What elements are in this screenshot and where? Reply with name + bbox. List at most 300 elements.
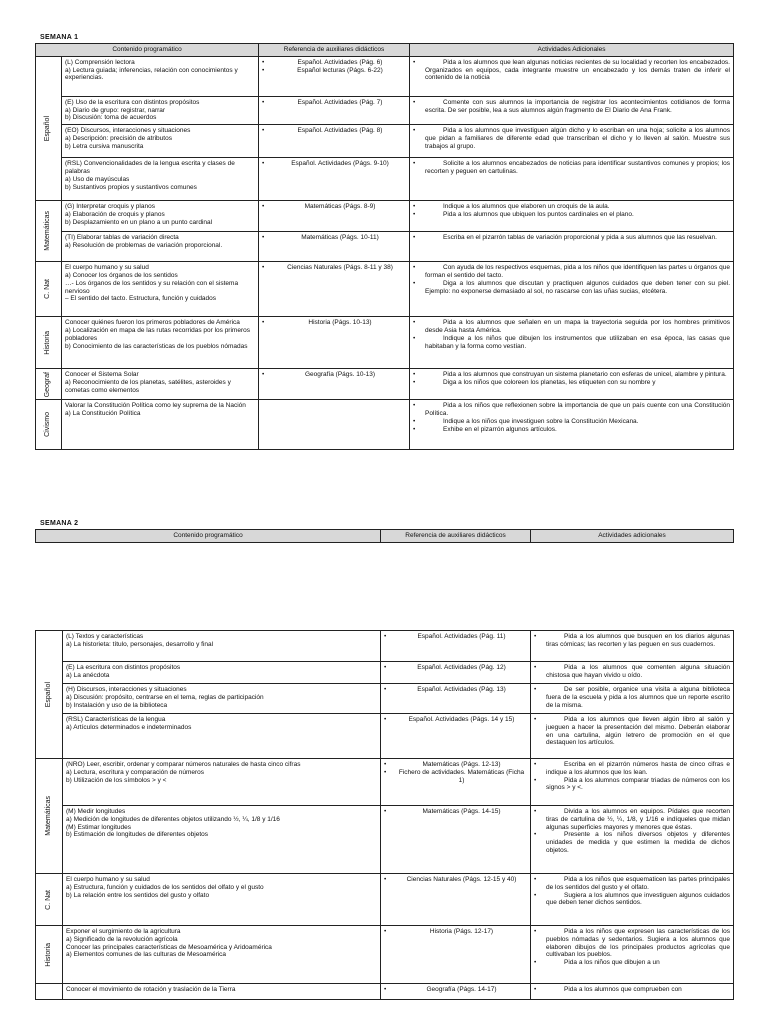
- content-line: a) Uso de mayúsculas: [65, 175, 130, 183]
- table-row: [36, 56, 734, 96]
- bullet-icon: •: [413, 58, 416, 66]
- subject-cell: [36, 631, 63, 759]
- content-line: (RSL) Características de la lengua: [66, 716, 166, 723]
- content-cell: [62, 400, 259, 450]
- table-row: [36, 400, 734, 450]
- week1-table: [35, 43, 734, 450]
- bullet-icon: •: [413, 203, 416, 211]
- activities-cell: [531, 631, 734, 662]
- reference-text: Español. Actividades (Pág. 11): [417, 633, 506, 640]
- bullet-icon: •: [534, 664, 537, 671]
- activity-item: [534, 928, 730, 959]
- content-cell: [63, 759, 381, 806]
- content-line: (E) Uso de la escritura con distintos propósitos: [65, 98, 200, 106]
- bullet-icon: •: [384, 664, 387, 671]
- subject-cell: [36, 201, 62, 262]
- activity-item: [534, 831, 730, 854]
- bullet-icon: •: [384, 761, 387, 768]
- content-line: a) Lectura, escritura y comparación de números: [66, 768, 205, 776]
- reference-cell: [259, 232, 410, 262]
- reference-cell: [259, 125, 410, 158]
- week1-header-content: Contenido programático: [36, 44, 259, 57]
- activity-text: Pida a los alumnos que investiguen algún dicho y lo escriban en una hoja; solicite a los alumnos que pidan a familiares de diferente edad que transcriban el dicho y lo lleven al salón. Muestre sus trabajos al grupo.: [425, 127, 730, 150]
- week2-table: [35, 630, 734, 1000]
- reference-item: [262, 319, 406, 327]
- bullet-icon: •: [384, 768, 387, 776]
- activities-cell: [410, 125, 734, 158]
- content-cell: [62, 125, 259, 158]
- subject-cell: [36, 984, 63, 1000]
- reference-cell: [381, 631, 531, 662]
- activity-item: [413, 264, 730, 280]
- bullet-icon: •: [534, 891, 537, 899]
- activity-text: Pida a los alumnos que señalen en un mapa la trayectoria seguida por los hombres primitivos desde Asia hasta América.: [425, 319, 730, 334]
- reference-text: Español. Actividades (Págs. 9-10): [291, 160, 389, 168]
- bullet-icon: •: [534, 928, 537, 935]
- content-line: a) La anécdota: [66, 671, 110, 679]
- activities-cell: [410, 262, 734, 317]
- activity-item: [413, 371, 730, 379]
- activity-text: Indique a los alumnos que elaboren un croquis de la aula.: [443, 203, 610, 211]
- activity-item: [534, 959, 730, 967]
- content-cell: [62, 96, 259, 124]
- reference-text: Ciencias Naturales (Págs. 12-15 y 40): [406, 876, 517, 883]
- reference-text: Matemáticas (Págs. 10-11): [301, 234, 379, 242]
- table-row: [36, 806, 734, 874]
- content-line: Conocer quiénes fueron los primeros pobladores de América: [65, 319, 240, 327]
- activity-item: [413, 203, 730, 211]
- activity-item: [413, 99, 730, 115]
- activity-item: [413, 379, 730, 387]
- reference-item: [384, 769, 527, 785]
- activity-item: [413, 426, 730, 434]
- subject-label: Historia: [44, 330, 52, 355]
- content-line: b) Instalación y uso de la biblioteca: [66, 701, 168, 709]
- bullet-icon: •: [534, 876, 537, 883]
- content-line: (L) Comprensión lectora: [65, 58, 135, 66]
- content-cell: [62, 201, 259, 232]
- content-line: a) Descripción: precisión de atributos: [65, 134, 172, 142]
- reference-item: [384, 633, 527, 641]
- activity-text: Con ayuda de los respectivos esquemas, pida a los niños que identifiquen las partes u órganos que forman el sentido del tacto.: [425, 264, 730, 279]
- content-line: b) Desplazamiento en un plano a un punto cardinal: [65, 218, 213, 226]
- activities-cell: [410, 201, 734, 232]
- bullet-icon: •: [413, 160, 416, 168]
- reference-text: Matemáticas (Págs. 8-9): [304, 203, 376, 211]
- activity-text: Exhibe en el pizarrón algunos artículos.: [443, 425, 557, 433]
- activity-text: Pida a los alumnos que comenten alguna situación chistosa que hayan vivido u oído.: [546, 664, 730, 679]
- bullet-icon: •: [413, 127, 416, 135]
- subject-cell: [36, 759, 63, 874]
- activity-text: Pida a los niños que esquematicen las partes principales de los sentidos del gusto y el olfato.: [546, 876, 730, 891]
- subject-label: Historia: [44, 942, 52, 967]
- table-row: [36, 262, 734, 317]
- content-line: – El sentido del tacto. Estructura, función y cuidados: [65, 295, 217, 303]
- reference-cell: [381, 926, 531, 984]
- bullet-icon: •: [262, 98, 265, 106]
- reference-cell: [259, 96, 410, 124]
- reference-item: [262, 234, 406, 242]
- content-line: b) Letra cursiva manuscrita: [65, 142, 144, 150]
- activities-cell: [410, 369, 734, 400]
- reference-cell: [381, 874, 531, 926]
- bullet-icon: •: [534, 761, 537, 768]
- content-line: b) Sustantivos propios y sustantivos comunes: [65, 183, 197, 191]
- content-line: Conocer el movimiento de rotación y traslación de la Tierra: [66, 986, 236, 993]
- content-cell: [63, 874, 381, 926]
- bullet-icon: •: [413, 378, 416, 386]
- reference-item: [384, 664, 527, 672]
- activity-item: [413, 127, 730, 150]
- activities-cell: [410, 56, 734, 96]
- content-line: a) Lectura guiada; inferencias, relación con conocimientos y experiencias.: [65, 66, 238, 82]
- reference-cell: [259, 317, 410, 369]
- bullet-icon: •: [384, 808, 387, 815]
- activity-item: [534, 986, 730, 994]
- content-line: b) Discusión: toma de acuerdos: [65, 114, 157, 122]
- content-line: El cuerpo humano y su salud: [66, 876, 150, 883]
- week1-header-activities: Actividades Adicionales: [410, 44, 734, 57]
- activity-text: Pida a los alumnos que comprueben con: [564, 986, 682, 993]
- content-line: a) Conocer los órganos de los sentidos: [65, 271, 178, 279]
- reference-text: Español. Actividades (Pág. 13): [417, 686, 506, 693]
- content-line: a) Elaboración de croquis y planos: [65, 210, 165, 218]
- reference-cell: [381, 984, 531, 1000]
- activities-cell: [410, 158, 734, 201]
- bullet-icon: •: [413, 371, 416, 379]
- table-row: [36, 96, 734, 124]
- content-line: a) Significado de la revolución agrícola: [66, 935, 178, 943]
- table-row: [36, 125, 734, 158]
- content-line: (H) Discursos, interacciones y situaciones: [66, 686, 187, 693]
- activity-item: [413, 418, 730, 426]
- activity-item: [534, 892, 730, 908]
- bullet-icon: •: [262, 371, 265, 379]
- week1-header-row: [36, 44, 734, 57]
- activity-text: Diga a los alumnos que discutan y practiquen algunos cuidados que deben tener con su piel. Ejemplo: no exponerse demasiado al sol, no rascarse con las uñas sucias, etcétera.: [425, 279, 730, 295]
- content-line: (L) Textos y características: [66, 633, 144, 640]
- content-cell: [62, 317, 259, 369]
- activity-item: [534, 716, 730, 747]
- subject-cell: [36, 317, 62, 369]
- reference-item: [384, 686, 527, 694]
- subject-label: Geograf: [44, 371, 52, 397]
- reference-text: Geografía (Págs. 14-17): [426, 986, 497, 993]
- activity-text: Pida a los alumnos que ubiquen los puntos cardinales en el plano.: [443, 210, 634, 218]
- activity-text: Indique a los niños que investiguen sobre la Constitución Mexicana.: [443, 417, 639, 425]
- reference-cell: [381, 662, 531, 684]
- bullet-icon: •: [413, 402, 416, 410]
- reference-text: Español. Actividades (Pág. 8): [297, 127, 383, 135]
- content-cell: [62, 369, 259, 400]
- subject-label: C. Nat: [44, 279, 52, 300]
- bullet-icon: •: [262, 160, 265, 168]
- content-line: a) Artículos determinados e indeterminados: [66, 723, 192, 731]
- week1-label: SEMANA 1: [40, 34, 79, 41]
- activities-cell: [531, 926, 734, 984]
- content-line: a) Elementos comunes de las culturas de Mesoamérica: [66, 951, 227, 959]
- reference-item: [262, 99, 406, 107]
- content-line: (M) Medir longitudes: [66, 808, 126, 815]
- subject-label: C. Nat: [44, 889, 52, 910]
- activity-text: Diga a los niños que coloreen los planetas, les etiqueten con su nombre y: [443, 378, 656, 386]
- table-row: [36, 714, 734, 759]
- content-cell: [63, 926, 381, 984]
- content-line: El cuerpo humano y su salud: [65, 264, 149, 272]
- content-cell: [63, 806, 381, 874]
- subject-cell: [36, 926, 63, 984]
- activity-item: [413, 234, 730, 242]
- bullet-icon: •: [384, 986, 387, 993]
- activity-item: [534, 777, 730, 793]
- bullet-icon: •: [413, 98, 416, 106]
- activity-item: [534, 761, 730, 777]
- activity-text: Presente a los niños diversos objetos y diferentes unidades de medida y que estimen la medida de dichos objetos.: [546, 831, 730, 854]
- activity-item: [534, 686, 730, 709]
- bullet-icon: •: [534, 776, 537, 784]
- bullet-icon: •: [262, 264, 265, 272]
- reference-text: Ciencias Naturales (Págs. 8-11 y 38): [287, 264, 393, 272]
- bullet-icon: •: [413, 425, 416, 433]
- activities-cell: [531, 714, 734, 759]
- activity-item: [413, 59, 730, 82]
- reference-text: Matemáticas (Págs. 12-13): [422, 761, 501, 768]
- table-row: [36, 158, 734, 201]
- reference-text: Historia (Págs. 12-17): [429, 928, 494, 935]
- activities-cell: [531, 662, 734, 684]
- content-line: Valorar la Constitución Política como ley suprema de la Nación: [65, 402, 246, 410]
- content-line: b) Utilización de los símbolos > y <: [66, 776, 167, 784]
- subject-label: Español: [44, 115, 52, 142]
- content-cell: [62, 232, 259, 262]
- content-line: b) Conocimiento de las características de los pueblos nómadas: [65, 342, 248, 350]
- table-row: [36, 874, 734, 926]
- reference-cell: [259, 56, 410, 96]
- bullet-icon: •: [534, 831, 537, 839]
- subject-label: Matemáticas: [44, 211, 52, 252]
- reference-cell: [259, 369, 410, 400]
- activities-cell: [531, 759, 734, 806]
- bullet-icon: •: [534, 716, 537, 723]
- reference-cell: [381, 714, 531, 759]
- activity-text: Escriba en el pizarrón tablas de variación proporcional y pida a sus alumnos que las resuelvan.: [443, 234, 717, 242]
- reference-cell: [381, 759, 531, 806]
- table-row: [36, 201, 734, 232]
- content-cell: [62, 158, 259, 201]
- reference-cell: [259, 262, 410, 317]
- reference-cell: [259, 400, 410, 450]
- activity-text: Pida a los alumnos que busquen en los diarios algunas tiras cómicas; las recorten y las peguen en sus cuadernos.: [546, 633, 730, 648]
- reference-item: [384, 928, 527, 936]
- bullet-icon: •: [413, 334, 416, 342]
- subject-cell: [36, 369, 62, 400]
- bullet-icon: •: [384, 928, 387, 935]
- subject-label: Español: [44, 681, 52, 708]
- reference-cell: [259, 201, 410, 232]
- activity-text: Pida a los niños que expresen las características de los pueblos nómadas y sedentarios. Sugiera a los alumnos que elaboren dibujos de los principales productos agrícolas que cultivaban los pueblos.: [546, 928, 730, 959]
- reference-cell: [381, 684, 531, 714]
- activities-cell: [531, 874, 734, 926]
- bullet-icon: •: [262, 319, 265, 327]
- content-cell: [63, 684, 381, 714]
- subject-cell: [36, 400, 62, 450]
- subject-cell: [36, 56, 62, 200]
- content-line: Exponer el surgimiento de la agricultura: [66, 928, 181, 935]
- reference-text: Fichero de actividades. Matemáticas (Ficha 1): [398, 768, 525, 784]
- content-line: a) Medición de longitudes de diferentes objetos utilizando ½, ¼, 1/8 y 1/16: [66, 815, 280, 823]
- week2-header-activities: Actividades adicionales: [531, 530, 734, 543]
- activity-item: [413, 335, 730, 351]
- reference-cell: [381, 806, 531, 874]
- table-row: [36, 662, 734, 684]
- bullet-icon: •: [384, 876, 387, 883]
- content-cell: [63, 984, 381, 1000]
- content-line: Conocer las principales características de Mesoamérica y Aridoamérica: [66, 943, 272, 951]
- table-row: [36, 631, 734, 662]
- table-row: [36, 759, 734, 806]
- activities-cell: [531, 806, 734, 874]
- bullet-icon: •: [262, 127, 265, 135]
- bullet-icon: •: [262, 58, 265, 66]
- bullet-icon: •: [534, 808, 537, 815]
- activities-cell: [410, 317, 734, 369]
- reference-item: [384, 716, 527, 724]
- content-line: (E) La escritura con distintos propósitos: [66, 664, 181, 671]
- table-row: [36, 926, 734, 984]
- reference-item: [384, 761, 527, 769]
- reference-item: [384, 876, 527, 884]
- activity-item: [413, 211, 730, 219]
- content-cell: [63, 714, 381, 759]
- content-line: a) Discusión: propósito, centrarse en el tema, reglas de participación: [66, 693, 264, 701]
- activity-text: Divida a los alumnos en equipos. Pídales que recorten tiras de cartulina de ½, ¼, 1/8, y 1/16 e indíqueles que midan algunas superficies mayores y menores que éstas.: [546, 808, 730, 831]
- activity-item: [413, 280, 730, 296]
- week2-label: SEMANA 2: [40, 520, 79, 527]
- activity-item: [534, 808, 730, 831]
- table-row: [36, 984, 734, 1000]
- bullet-icon: •: [384, 633, 387, 640]
- week2-header-table: [35, 529, 734, 543]
- reference-text: Español. Actividades (Pág. 7): [297, 98, 383, 106]
- activity-text: Solicite a los alumnos encabezados de noticias para identificar sustantivos comunes y propios; los recorten y peguen en cartulinas.: [425, 160, 730, 175]
- subject-cell: [36, 262, 62, 317]
- content-cell: [63, 631, 381, 662]
- activities-cell: [410, 232, 734, 262]
- bullet-icon: •: [262, 203, 265, 211]
- subject-label: Matemáticas: [44, 796, 52, 836]
- content-line: b) Estimación de longitudes de diferentes objetos: [66, 831, 209, 839]
- bullet-icon: •: [413, 210, 416, 218]
- activity-item: [534, 876, 730, 892]
- week2-header-ref: Referencia de auxiliares didácticos: [381, 530, 531, 543]
- reference-text: Matemáticas (Págs. 14-15): [422, 808, 501, 815]
- activity-text: Pida a los alumnos que lleven algún libro al salón y jueguen a hacer la presentación del mismo. Deberán elaborar en una cartulina, algún letrero de promoción en el que destaquen los artículos.: [546, 716, 730, 747]
- week2-header-content: Contenido programático: [36, 530, 381, 543]
- activity-item: [534, 633, 730, 649]
- reference-text: Historia (Págs. 10-13): [308, 319, 372, 327]
- week1-header-ref: Referencia de auxiliares didácticos: [259, 44, 410, 57]
- bullet-icon: •: [534, 686, 537, 693]
- reference-text: Español lecturas (Págs. 6-22): [297, 66, 383, 74]
- content-line: Conocer el Sistema Solar: [65, 371, 139, 379]
- reference-text: Español. Actividades (Pág. 6): [297, 58, 383, 66]
- content-line: (NRO) Leer, escribir, ordenar y comparar números naturales de hasta cinco cifras: [66, 761, 301, 768]
- bullet-icon: •: [534, 633, 537, 640]
- activity-text: De ser posible, organice una visita a alguna biblioteca fuera de la escuela y pida a los alumnos que un reporte escrito de la misma.: [546, 686, 730, 709]
- table-row: [36, 232, 734, 262]
- content-line: (RSL) Convencionalidades de la lengua escrita y clases de palabras: [65, 160, 235, 175]
- content-line: (M) Estimar longitudes: [66, 823, 132, 831]
- reference-item: [384, 986, 527, 994]
- reference-item: [262, 67, 406, 75]
- reference-item: [384, 808, 527, 816]
- content-cell: [63, 662, 381, 684]
- content-line: a) La Constitución Política: [65, 409, 141, 417]
- bullet-icon: •: [413, 279, 416, 287]
- content-line: a) Localización en mapa de las rutas recorridas por los primeros pobladores: [65, 326, 250, 342]
- reference-text: Geografía (Págs. 10-13): [304, 371, 376, 379]
- content-line: a) Resolución de problemas de variación proporcional.: [65, 241, 223, 249]
- activity-text: Escriba en el pizarrón números hasta de cinco cifras e indique a los alumnos que los lean.: [546, 761, 730, 776]
- activities-cell: [531, 984, 734, 1000]
- table-row: [36, 317, 734, 369]
- content-cell: [62, 262, 259, 317]
- reference-item: [262, 371, 406, 379]
- bullet-icon: •: [413, 417, 416, 425]
- subject-label: Civismo: [44, 412, 52, 438]
- activity-item: [413, 160, 730, 176]
- activities-cell: [410, 400, 734, 450]
- activities-cell: [410, 96, 734, 124]
- bullet-icon: •: [413, 319, 416, 327]
- reference-text: Español. Actividades (Págs. 14 y 15): [408, 716, 515, 723]
- bullet-icon: •: [384, 716, 387, 723]
- bullet-icon: •: [384, 686, 387, 693]
- activity-item: [413, 319, 730, 335]
- bullet-icon: •: [262, 66, 265, 74]
- activity-item: [534, 664, 730, 680]
- activity-text: Pida a los alumnos que construyan un sistema planetario con esferas de unicel, alambre y pintura.: [443, 371, 727, 379]
- bullet-icon: •: [534, 959, 537, 967]
- activity-text: Indique a los niños que dibujen los instrumentos que utilizaban en esa época, las casas que habitaban y la forma como vestían.: [425, 334, 730, 350]
- reference-text: Español. Actividades (Pág. 12): [417, 664, 506, 671]
- reference-item: [262, 160, 406, 168]
- activity-text: Comente con sus alumnos la importancia de registrar los acontecimientos cotidianos de forma escrita. De ser posible, lea a sus alumnos algún fragmento de El Diario de Ana Frank.: [425, 98, 730, 114]
- content-cell: [62, 56, 259, 96]
- content-line: (EO) Discursos, interacciones y situaciones: [65, 127, 191, 135]
- subject-cell: [36, 874, 63, 926]
- reference-item: [262, 264, 406, 272]
- content-line: b) La relación entre los sentidos del gusto y olfato: [66, 891, 210, 899]
- activity-text: Pida a los alumnos que lean algunas noticias recientes de su localidad y recorten los encabezados. Organizados en equipos, cada integrante muestre un encabezado y los demás traten de inferir el contenido de la noticia: [425, 58, 730, 82]
- activity-text: Pida a los niños que reflexionen sobre la importancia de que un país cuente con una Constitución Política.: [425, 402, 730, 417]
- content-line: a) La historieta: título, personajes, desarrollo y final: [66, 640, 214, 648]
- bullet-icon: •: [534, 986, 537, 993]
- reference-item: [262, 59, 406, 67]
- content-line: a) Estructura, función y cuidados de los sentidos del olfato y el gusto: [66, 883, 264, 891]
- activity-text: Pida a los niños que dibujen a un: [564, 959, 660, 967]
- content-line: a) Diario de grupo: registrar, narrar: [65, 106, 166, 114]
- activities-cell: [531, 684, 734, 714]
- table-row: [36, 369, 734, 400]
- activity-text: Pida a los alumnos comparar triadas de números con los signos > y <.: [546, 776, 730, 792]
- bullet-icon: •: [262, 234, 265, 242]
- reference-cell: [259, 158, 410, 201]
- content-line: (G) Interpretar croquis y planos: [65, 203, 155, 211]
- content-line: a) Reconocimiento de los planetas, satélites, asteroides y cometas como elementos: [65, 378, 231, 394]
- content-line: …- Los órganos de los sentidos y su relación con el sistema nervioso: [65, 279, 239, 295]
- bullet-icon: •: [413, 234, 416, 242]
